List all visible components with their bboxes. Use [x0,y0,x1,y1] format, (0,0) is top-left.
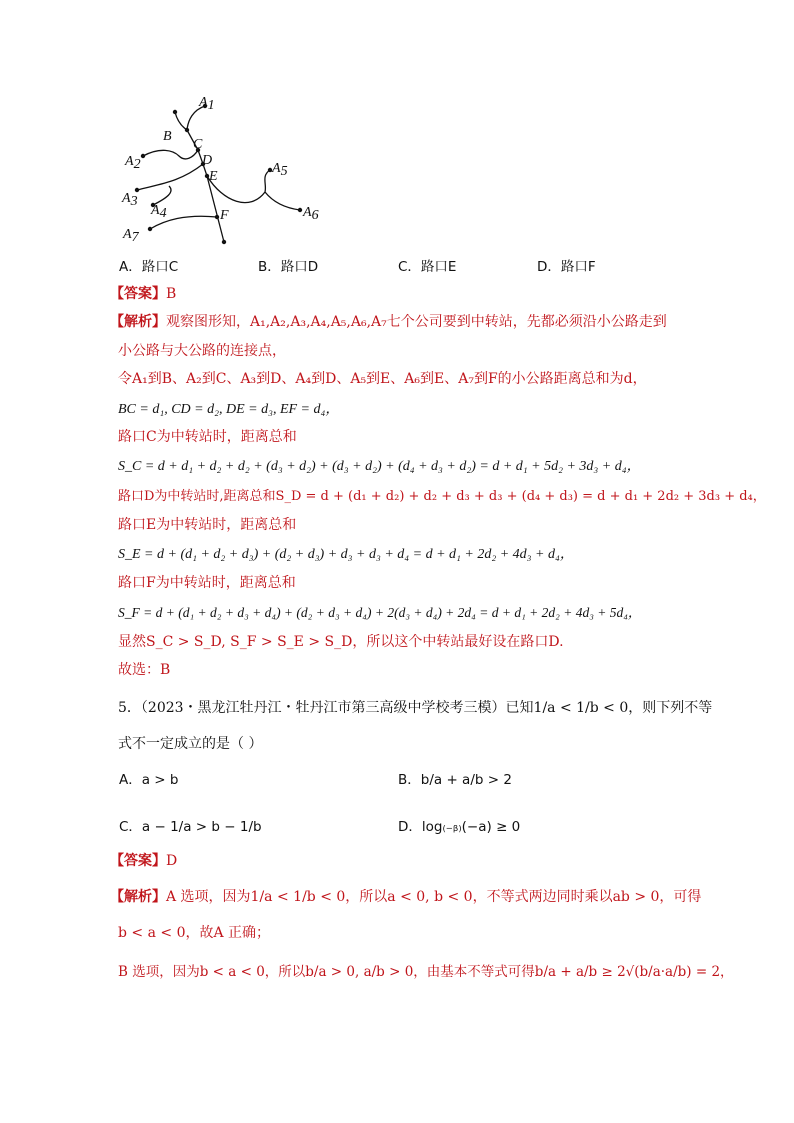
q4-analysis-line-3: 令A₁到B、A₂到C、A₃到D、A₄到D、A₅到E、A₆到E、A₇到F的小公路距离总和为d， [118,371,647,387]
label-A3: A3 [122,191,138,209]
label-A7: A7 [123,227,139,245]
road-network-figure [115,92,335,250]
q4-analysis-line-6: S_C = d + d₁ + d₂ + d₂ + (d₃ + d₂) + (d₃ + d₂) + (d₄ + d₃ + d₂) = d + d₁ + 5d₂ + 3d₃ + d₄， [118,459,641,474]
q4-answer [110,283,176,303]
q4-analysis-line-10: 路口F为中转站时，距离总和 [118,575,296,591]
q4-analysis-line-1: 【解析】观察图形知，A₁,A₂,A₃,A₄,A₅,A₆,A₇七个公司要到中转站，先都必须沿小公路走到 [110,314,667,330]
q5-answer [110,850,177,870]
label-D: D [202,153,213,168]
label-C: C [193,137,203,152]
q4-analysis-line-4: BC = d₁, CD = d₂, DE = d₃, EF = d₄， [118,402,340,417]
q4-option-b: B．路口D [258,259,319,275]
q5-option-b: B．b/a + a/b > 2 [398,772,512,788]
q5-stem-line-1: 5．（2023・黑龙江牡丹江・牡丹江市第三高级中学校考三模）已知1/a < 1/b < 0，则下列不等 [118,700,713,716]
q4-analysis-line-13: 故选：B [118,662,171,678]
q4-analysis-line-2: 小公路与大公路的连接点， [118,343,286,359]
answer-value: B [166,286,177,302]
q4-analysis-line-9: S_E = d + (d₁ + d₂ + d₃) + (d₂ + d₃) + d₃ + d₃ + d₄ = d + d₁ + 2d₂ + 4d₃ + d₄， [118,547,574,562]
label-E: E [209,169,218,184]
label-B: B [163,129,172,144]
label-A6: A6 [303,205,319,223]
road-a6 [265,192,300,210]
q5-stem-line-2: 式不一定成立的是（ ） [118,736,263,752]
analysis-tag: 【解析】 [110,314,166,330]
answer-value: D [166,853,178,869]
label-A1: A1 [199,95,215,113]
road-a3 [137,164,203,190]
q4-option-c: C．路口E [398,259,457,275]
q5-option-c: C．a − 1/a > b − 1/b [119,819,262,835]
q5-analysis-line-3: B 选项，因为b < a < 0，所以b/a > 0, a/b > 0，由基本不等式可得b/a + a/b ≥ 2√(b/a·a/b) = 2， [118,964,734,980]
q5-analysis-line-2: b < a < 0，故A 正确； [118,925,271,941]
road-a2 [143,150,198,159]
answer-tag: 【答案】 [110,853,166,869]
label-A4: A4 [151,203,167,221]
q5-analysis-line-1: 【解析】A 选项，因为1/a < 1/b < 0，所以a < 0, b < 0，不等式两边同时乘以ab > 0，可得 [110,889,702,905]
q4-analysis-line-8: 路口E为中转站时，距离总和 [118,517,297,533]
road-top [175,112,187,130]
q5-option-a: A．a > b [119,772,179,788]
q4-analysis-line-7: 路口D为中转站时,距离总和S_D = d + (d₁ + d₂) + d₂ + d₃ + d₃ + (d₄ + d₃) = d + d₁ + 2d₂ + 3d₃ + d₄， [118,489,766,504]
q5-option-d: D．log₍₋ᵦ₎(−a) ≥ 0 [398,819,521,835]
label-A2: A2 [125,154,141,172]
q4-analysis-line-5: 路口C为中转站时，距离总和 [118,429,297,445]
label-F: F [220,208,229,223]
label-A5: A5 [272,161,288,179]
q4-analysis-line-12: 显然S_C > S_D, S_F > S_E > S_D，所以这个中转站最好设在路口D. [118,634,564,650]
analysis-tag: 【解析】 [110,889,166,905]
q4-option-d: D．路口F [537,259,596,275]
answer-tag: 【答案】 [110,286,166,302]
q4-analysis-line-11: S_F = d + (d₁ + d₂ + d₃ + d₄) + (d₂ + d₃ + d₄) + 2(d₃ + d₄) + 2d₄ = d + d₁ + 2d₂ + 4d₃ + 5d₄， [118,605,642,620]
q4-option-a: A．路口C [119,259,179,275]
